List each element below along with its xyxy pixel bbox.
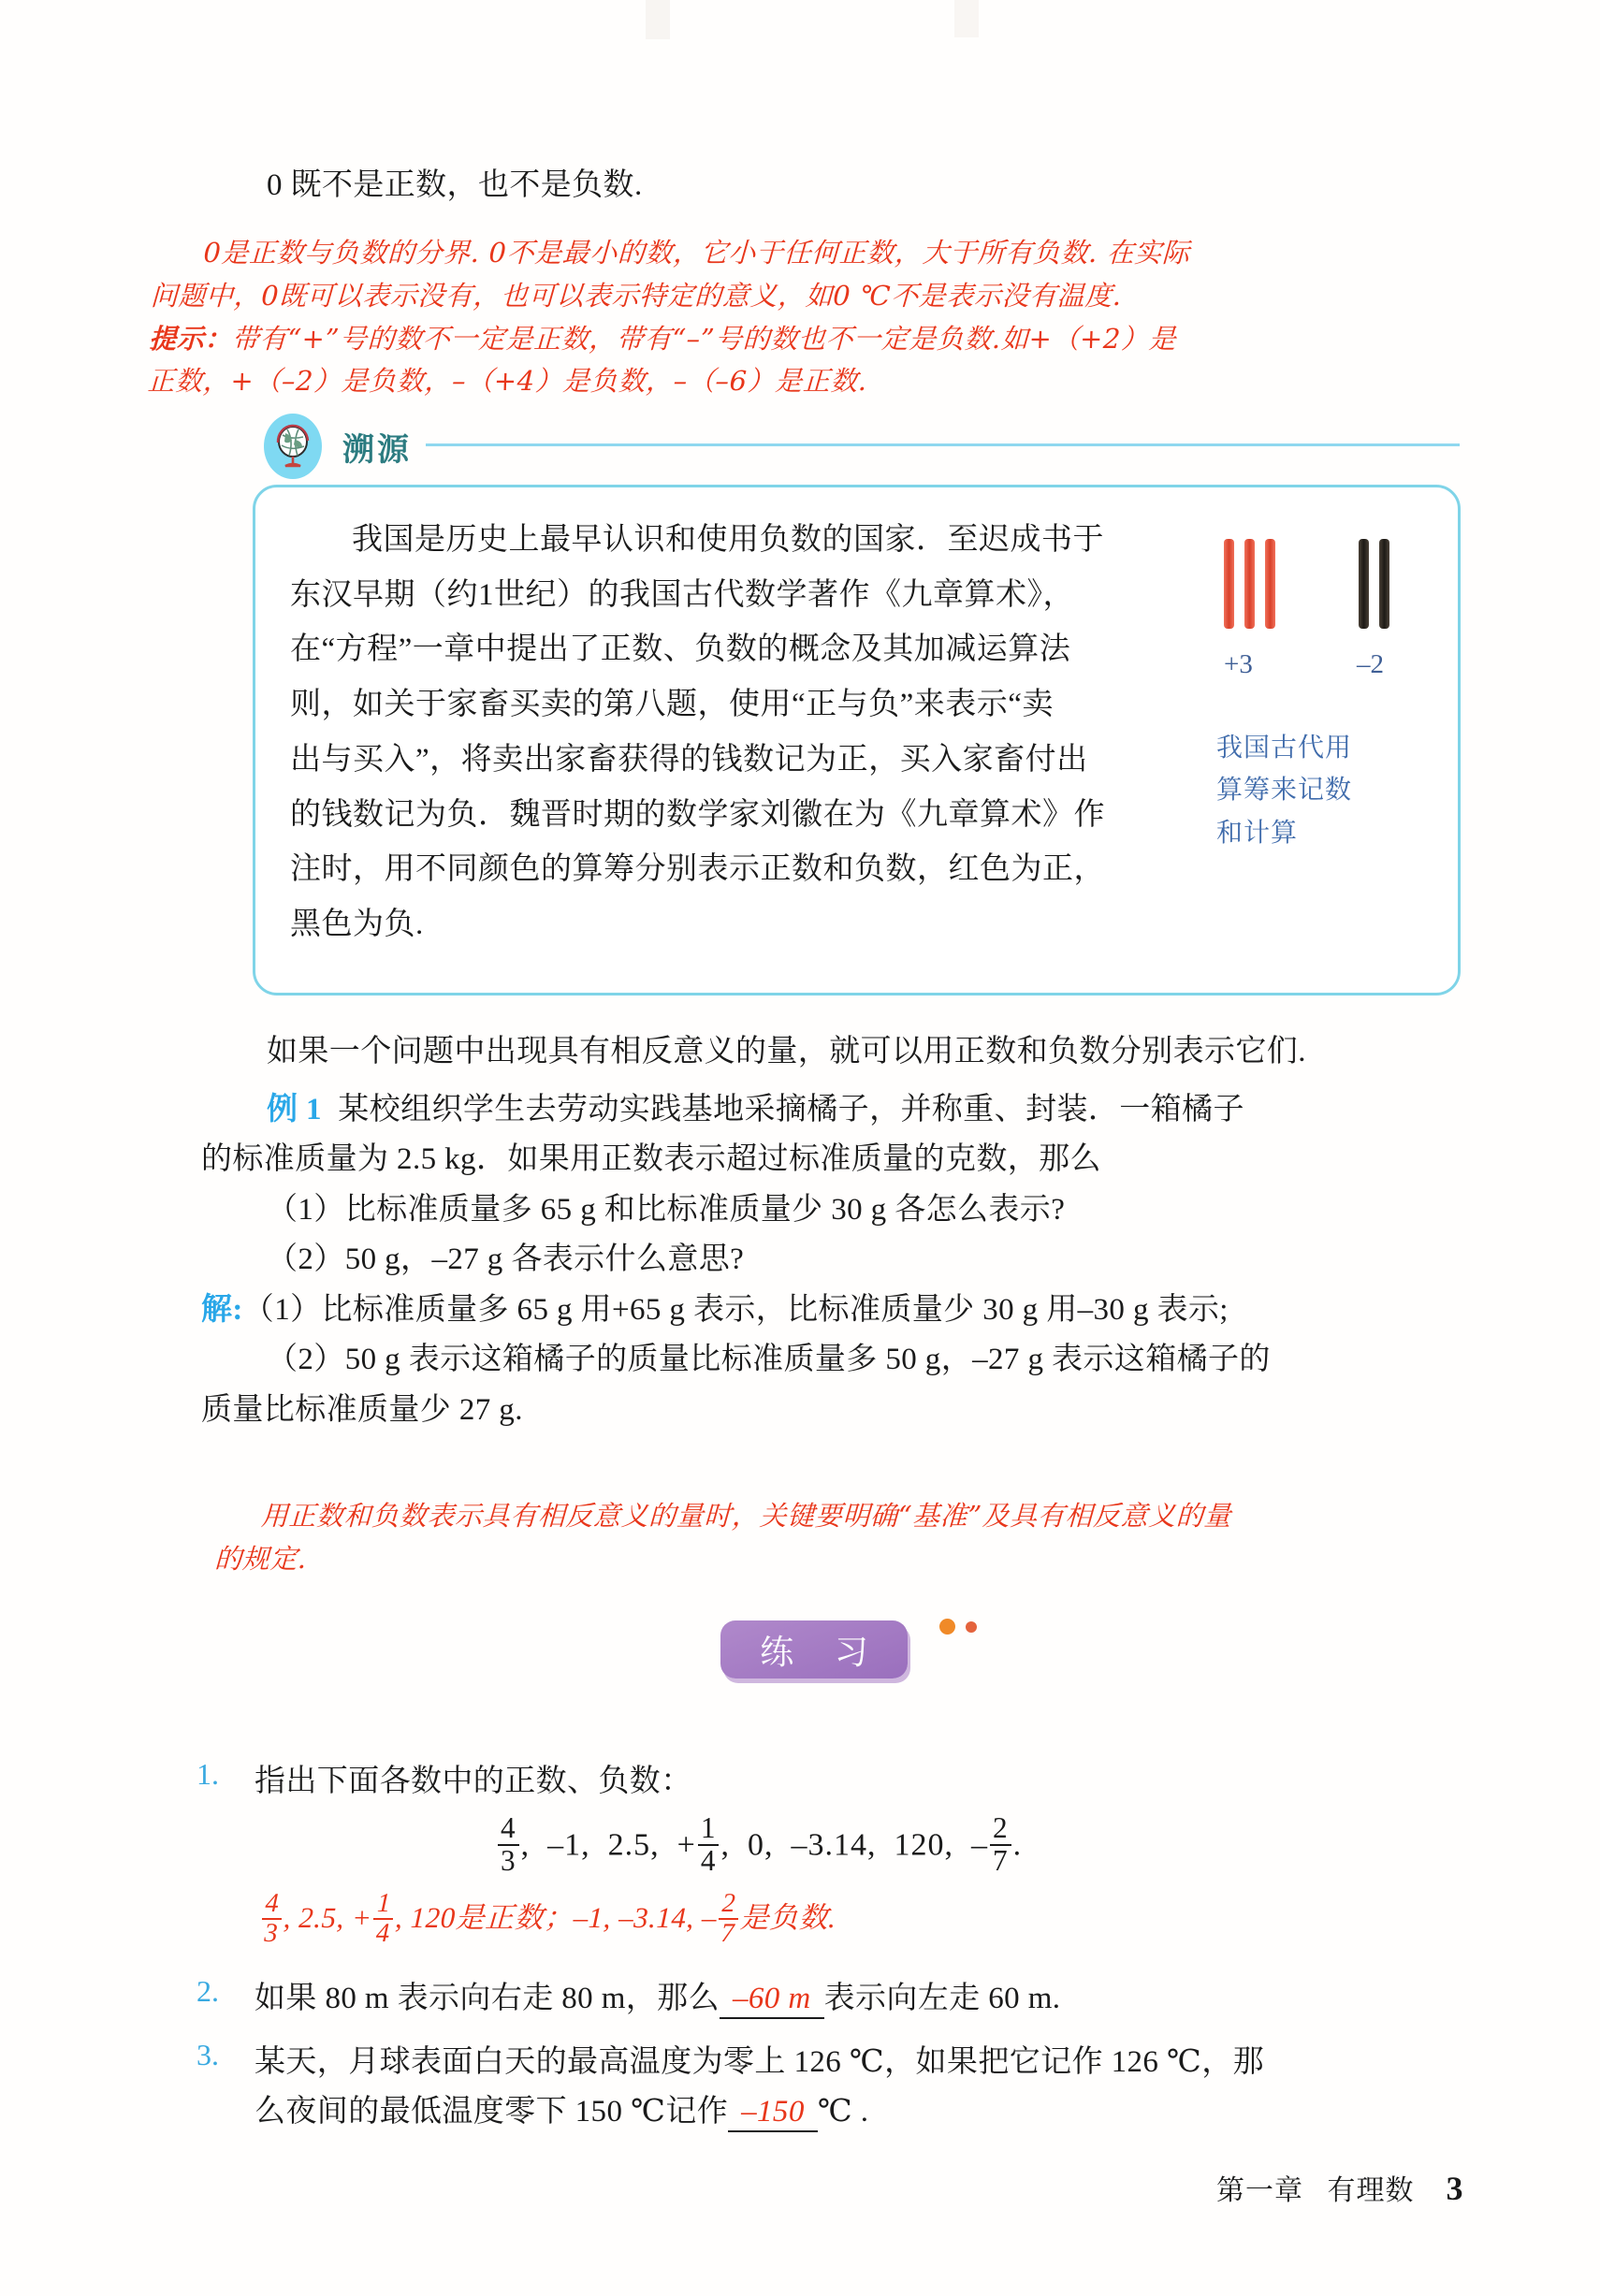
exercise-number-1: 1. bbox=[196, 1757, 219, 1791]
fraction-numerator: 2 bbox=[992, 1811, 1009, 1844]
num-sep: , bbox=[720, 1827, 748, 1863]
fraction-sign: + bbox=[676, 1827, 696, 1863]
footer-chapter-name: 有理数 bbox=[1327, 2175, 1415, 2206]
exercise-3-line-2 bbox=[255, 2087, 1443, 2137]
red-annotation-block bbox=[147, 232, 1458, 403]
fraction-numerator: 1 bbox=[376, 1889, 392, 1918]
fraction-2-7 bbox=[990, 1813, 1011, 1876]
footer-chapter: 第一章 bbox=[1216, 2175, 1303, 2206]
example-question-2: （2）50 g，–27 g 各表示什么意思? bbox=[267, 1242, 745, 1277]
exercise-number-2: 2. bbox=[196, 1974, 219, 2008]
source-box-title: 溯源 bbox=[342, 430, 412, 469]
fraction-numerator: 4 bbox=[265, 1889, 280, 1918]
fraction-sign: – bbox=[970, 1827, 988, 1863]
counting-rods-positive bbox=[1224, 539, 1275, 629]
answer-positive-label: 是正数； bbox=[455, 1900, 575, 1934]
num-sep: , bbox=[764, 1827, 792, 1863]
page-number: 3 bbox=[1446, 2170, 1464, 2207]
caption-line: 和计算 bbox=[1216, 816, 1299, 848]
red-note-line-4: 正数，+（–2）是负数，–（+4）是负数，–（–6）是正数. bbox=[147, 365, 868, 398]
example-solution-line-1: 解:（1）比标准质量多 65 g 用+65 g 表示，比标准质量少 30 g 用–30 g 表示; bbox=[201, 1292, 1229, 1327]
num-period: . bbox=[1012, 1827, 1023, 1863]
fraction-denominator: 3 bbox=[498, 1844, 519, 1877]
example-question-1: （1）比标准质量多 65 g 和比标准质量少 30 g 各怎么表示? bbox=[267, 1192, 1066, 1227]
exercise-3-line-1: 某天，月球表面白天的最高温度为零上 126 ℃，如果把它记作 126 ℃，那 bbox=[255, 2045, 1265, 2079]
exercise-2-after: 表示向左走 60 m. bbox=[823, 1982, 1061, 2015]
exercise-3-before: 么夜间的最低温度零下 150 ℃记作 bbox=[255, 2094, 729, 2129]
globe-icon bbox=[264, 414, 322, 479]
fraction-numerator: 2 bbox=[720, 1889, 736, 1918]
number-minus-3-14: –3.14 bbox=[791, 1827, 867, 1863]
exercise-1-answer bbox=[259, 1890, 837, 1947]
intro-statement bbox=[267, 161, 1483, 211]
example-statement: 例 1 某校组织学生去劳动实践基地采摘橘子，并称重、封装．一箱橘子 bbox=[267, 1093, 1244, 1126]
number-minus-1: –1 bbox=[547, 1827, 582, 1863]
fraction-numerator: 4 bbox=[501, 1811, 516, 1844]
rod-black bbox=[1359, 539, 1369, 629]
scan-artifact bbox=[954, 0, 979, 37]
solution-tag: 解: bbox=[201, 1292, 243, 1327]
source-line: 我国是历史上最早认识和使用负数的国家．至迟成书于 bbox=[352, 523, 1104, 557]
source-line: 在“方程”一章中提出了正数、负数的概念及其加减运算法 bbox=[290, 632, 1071, 667]
source-line: 黑色为负. bbox=[290, 908, 424, 942]
exercise-3-blank[interactable]: –150 bbox=[728, 2095, 818, 2132]
exercise-1-text: 指出下面各数中的正数、负数： bbox=[255, 1765, 692, 1798]
source-box-header bbox=[264, 414, 412, 479]
lead-in-sentence: 如果一个问题中出现具有相反意义的量，就可以用正数和负数分别表示它们. bbox=[267, 1035, 1306, 1068]
exercise-1-numbers bbox=[496, 1813, 1022, 1876]
page-footer bbox=[1216, 2167, 1464, 2208]
source-line: 出与买入”，将卖出家畜获得的钱数记为正，买入家畜付出 bbox=[290, 742, 1088, 777]
num-sep: , bbox=[866, 1827, 895, 1863]
exercise-3-text bbox=[255, 2038, 1443, 2137]
ans-sep: , bbox=[603, 1900, 619, 1934]
scan-artifact bbox=[646, 0, 670, 39]
answer-minus-1: –1 bbox=[573, 1900, 604, 1934]
exercise-2-before: 如果 80 m 表示向右走 80 m，那么 bbox=[255, 1982, 720, 2015]
example-tag: 例 1 bbox=[267, 1093, 322, 1126]
source-header-rule bbox=[426, 443, 1460, 446]
exercise-3-after: ℃ . bbox=[817, 2094, 869, 2129]
practice-banner-label: 练 习 bbox=[760, 1633, 883, 1672]
answer-minus-3-14: –3.14 bbox=[618, 1900, 688, 1934]
example-block bbox=[201, 1085, 1483, 1435]
fraction-denominator: 4 bbox=[372, 1918, 393, 1948]
decorative-dot-small bbox=[966, 1621, 977, 1633]
num-sep: , bbox=[520, 1827, 548, 1863]
red-note-line-1: 0是正数与负数的分界. 0不是最小的数，它小于任何正数，大于所有负数. 在实际 bbox=[202, 237, 1191, 269]
fraction-denominator: 7 bbox=[990, 1844, 1011, 1877]
answer-sign: – bbox=[701, 1900, 718, 1934]
answer-sign: + bbox=[351, 1900, 373, 1934]
rod-label-negative: –2 bbox=[1357, 649, 1384, 679]
number-120: 120 bbox=[894, 1827, 945, 1863]
source-line: 的钱数记为负．魏晋时期的数学家刘徽在为《九章算术》作 bbox=[290, 797, 1105, 832]
ans-sep: , bbox=[394, 1900, 412, 1934]
example-solution-line-3: 质量比标准质量少 27 g. bbox=[201, 1392, 523, 1427]
ans-sep: , bbox=[685, 1900, 703, 1934]
caption-line: 算筹来记数 bbox=[1216, 774, 1353, 806]
num-sep: , bbox=[581, 1827, 608, 1863]
fraction-4-3 bbox=[498, 1813, 519, 1876]
answer-2-5: 2.5 bbox=[298, 1900, 338, 1934]
example-statement-line-2: 的标准质量为 2.5 kg．如果用正数表示超过标准质量的克数，那么 bbox=[201, 1142, 1101, 1177]
rod-black bbox=[1379, 539, 1389, 629]
answer-negative-label: 是负数. bbox=[739, 1900, 837, 1934]
exercise-2-blank[interactable]: –60 m bbox=[720, 1982, 824, 2019]
rod-label-positive: +3 bbox=[1224, 649, 1253, 679]
ans-sep: , bbox=[283, 1900, 299, 1934]
answer-120: 120 bbox=[410, 1900, 457, 1934]
rod-red bbox=[1244, 539, 1255, 629]
answer-fraction-1-4 bbox=[372, 1890, 394, 1947]
practice-banner bbox=[720, 1620, 908, 1678]
hint-label: 提示： bbox=[148, 322, 233, 355]
fraction-denominator: 3 bbox=[261, 1918, 282, 1948]
source-line: 则，如关于家畜买卖的第八题，使用“正与负”来表示“卖 bbox=[290, 688, 1054, 722]
decorative-dot-large bbox=[939, 1619, 955, 1635]
counting-rods-negative bbox=[1359, 539, 1389, 629]
counting-rods-figure bbox=[1207, 539, 1441, 932]
example-red-note-line-2: 的规定. bbox=[213, 1542, 308, 1575]
fraction-denominator: 7 bbox=[718, 1918, 738, 1948]
rod-red bbox=[1265, 539, 1275, 629]
num-sep: , bbox=[650, 1827, 677, 1863]
answer-fraction-2-7 bbox=[718, 1890, 739, 1947]
red-note-line-3: 提示：带有“+”号的数不一定是正数，带有“–”号的数也不一定是负数.如+（+2）是 bbox=[148, 322, 1177, 355]
rod-red bbox=[1224, 539, 1234, 629]
number-0: 0 bbox=[747, 1827, 764, 1863]
exercise-number-3: 3. bbox=[196, 2038, 219, 2071]
example-red-note-line-1: 用正数和负数表示具有相反意义的量时，关键要明确“基准”及具有相反意义的量 bbox=[260, 1500, 1232, 1532]
number-2-5: 2.5 bbox=[607, 1827, 651, 1863]
source-line: 注时，用不同颜色的算筹分别表示正数和负数，红色为正， bbox=[290, 852, 1105, 887]
intro-statement-text: 0 既不是正数，也不是负数. bbox=[267, 168, 643, 202]
fraction-denominator: 4 bbox=[698, 1844, 720, 1877]
caption-line: 我国古代用 bbox=[1216, 732, 1353, 763]
exercise-2-text bbox=[255, 1974, 1433, 2024]
red-note-line-2: 问题中，0既可以表示没有，也可以表示特定的意义，如0 ℃不是表示没有温度. bbox=[150, 279, 1123, 312]
ans-sep: , bbox=[335, 1900, 353, 1934]
source-box-paragraph bbox=[290, 513, 1113, 952]
fraction-1-4 bbox=[698, 1813, 720, 1876]
fraction-numerator: 1 bbox=[700, 1811, 717, 1844]
num-sep: , bbox=[944, 1827, 971, 1863]
example-red-note bbox=[213, 1495, 1477, 1581]
answer-fraction-4-3 bbox=[261, 1890, 283, 1947]
source-line: 东汉早期（约1世纪）的我国古代数学著作《九章算术》， bbox=[290, 577, 1074, 612]
example-solution-line-2: （2）50 g 表示这箱橘子的质量比标准质量多 50 g，–27 g 表示这箱橘子的 bbox=[267, 1343, 1271, 1377]
counting-rods-caption bbox=[1216, 726, 1352, 853]
